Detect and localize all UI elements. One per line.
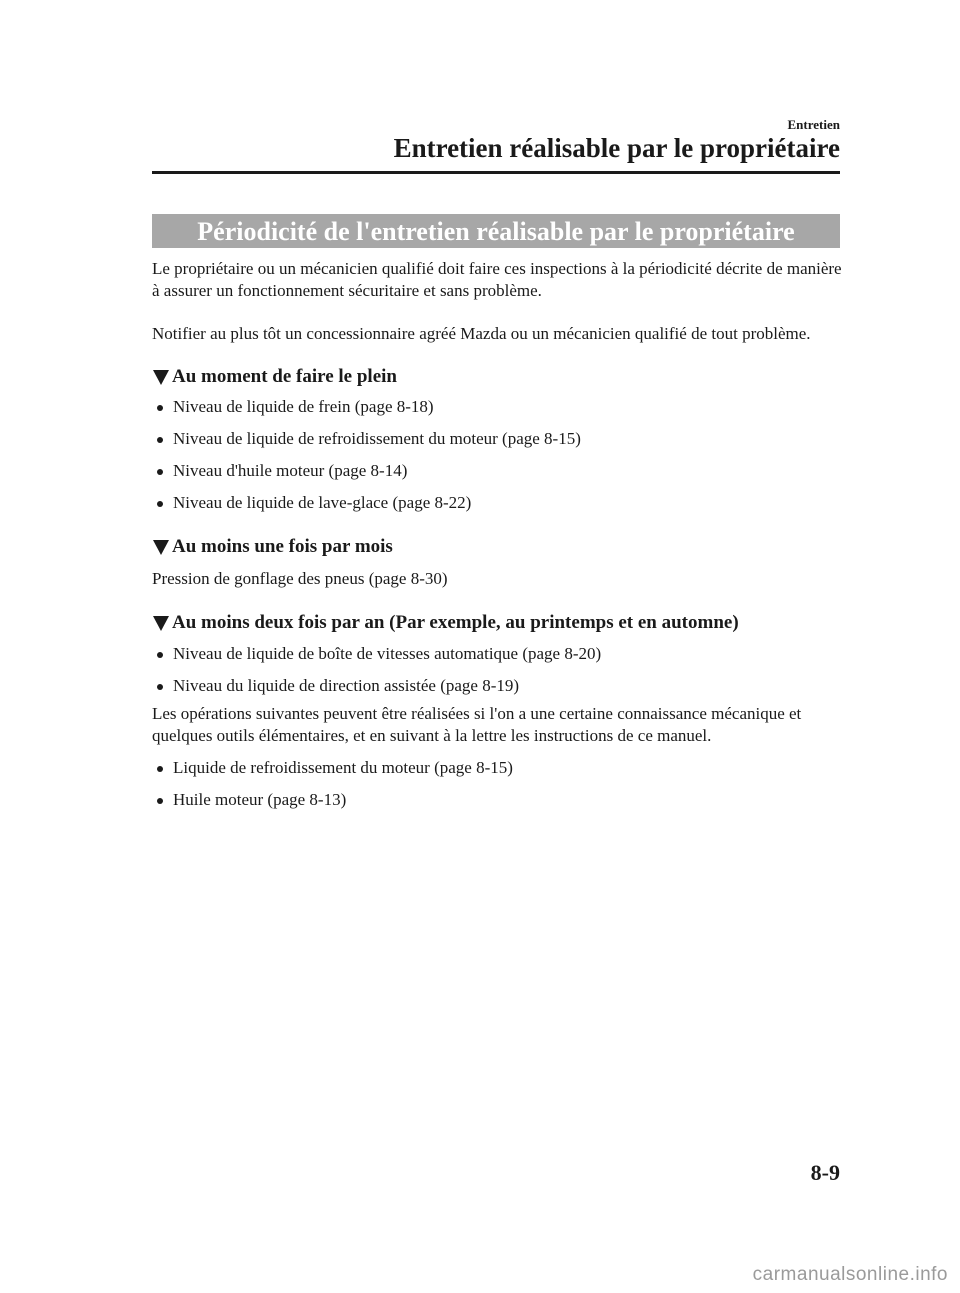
list-item: Huile moteur (page 8-13) bbox=[152, 789, 842, 811]
subheading-monthly-text: Au moins une fois par mois bbox=[172, 536, 393, 557]
page-number: 8-9 bbox=[810, 1160, 840, 1185]
section-title: Entretien réalisable par le propriétaire bbox=[393, 133, 840, 163]
list-item: Niveau de liquide de frein (page 8-18) bbox=[152, 396, 842, 418]
owner-maintenance-list bbox=[152, 757, 842, 811]
intro-paragraph-1: Le propriétaire ou un mécanicien qualifié doit faire ces inspections à la périodicité décrite de manière à assurer un fonctionnement sécuritaire et sans problème. bbox=[152, 259, 842, 300]
header-divider bbox=[152, 171, 840, 174]
subheading-refuel bbox=[152, 366, 842, 388]
triangle-marker-icon bbox=[153, 616, 169, 631]
list-item: Niveau de liquide de boîte de vitesses automatique (page 8-20) bbox=[152, 643, 842, 665]
monthly-text: Pression de gonflage des pneus (page 8-30) bbox=[152, 569, 448, 588]
refuel-checklist bbox=[152, 396, 842, 514]
subheading-biannual-text: Au moins deux fois par an (Par exemple, au printemps et en automne) bbox=[172, 612, 739, 633]
subheading-biannual bbox=[152, 612, 842, 634]
topic-banner: Périodicité de l'entretien réalisable par le propriétaire bbox=[152, 214, 840, 248]
chapter-label: Entretien bbox=[787, 117, 840, 132]
list-item: Liquide de refroidissement du moteur (page 8-15) bbox=[152, 757, 842, 779]
list-item: Niveau de liquide de refroidissement du moteur (page 8-15) bbox=[152, 428, 842, 450]
triangle-marker-icon bbox=[153, 370, 169, 385]
subheading-refuel-text: Au moment de faire le plein bbox=[172, 366, 397, 387]
list-item: Niveau de liquide de lave-glace (page 8-22) bbox=[152, 492, 842, 514]
page-content bbox=[152, 258, 842, 811]
list-item: Niveau d'huile moteur (page 8-14) bbox=[152, 460, 842, 482]
subheading-monthly bbox=[152, 536, 842, 558]
intro-paragraph-2: Notifier au plus tôt un concessionnaire agréé Mazda ou un mécanicien qualifié de tout problème. bbox=[152, 324, 811, 343]
maintenance-paragraph: Les opérations suivantes peuvent être réalisées si l'on a une certaine connaissance mécanique et quelques outils élémentaires, et en suivant à la lettre les instructions de ce manuel. bbox=[152, 704, 802, 745]
list-item: Niveau du liquide de direction assistée (page 8-19) bbox=[152, 675, 842, 697]
biannual-checklist bbox=[152, 643, 842, 697]
triangle-marker-icon bbox=[153, 540, 169, 555]
watermark: carmanualsonline.info bbox=[752, 1264, 948, 1285]
